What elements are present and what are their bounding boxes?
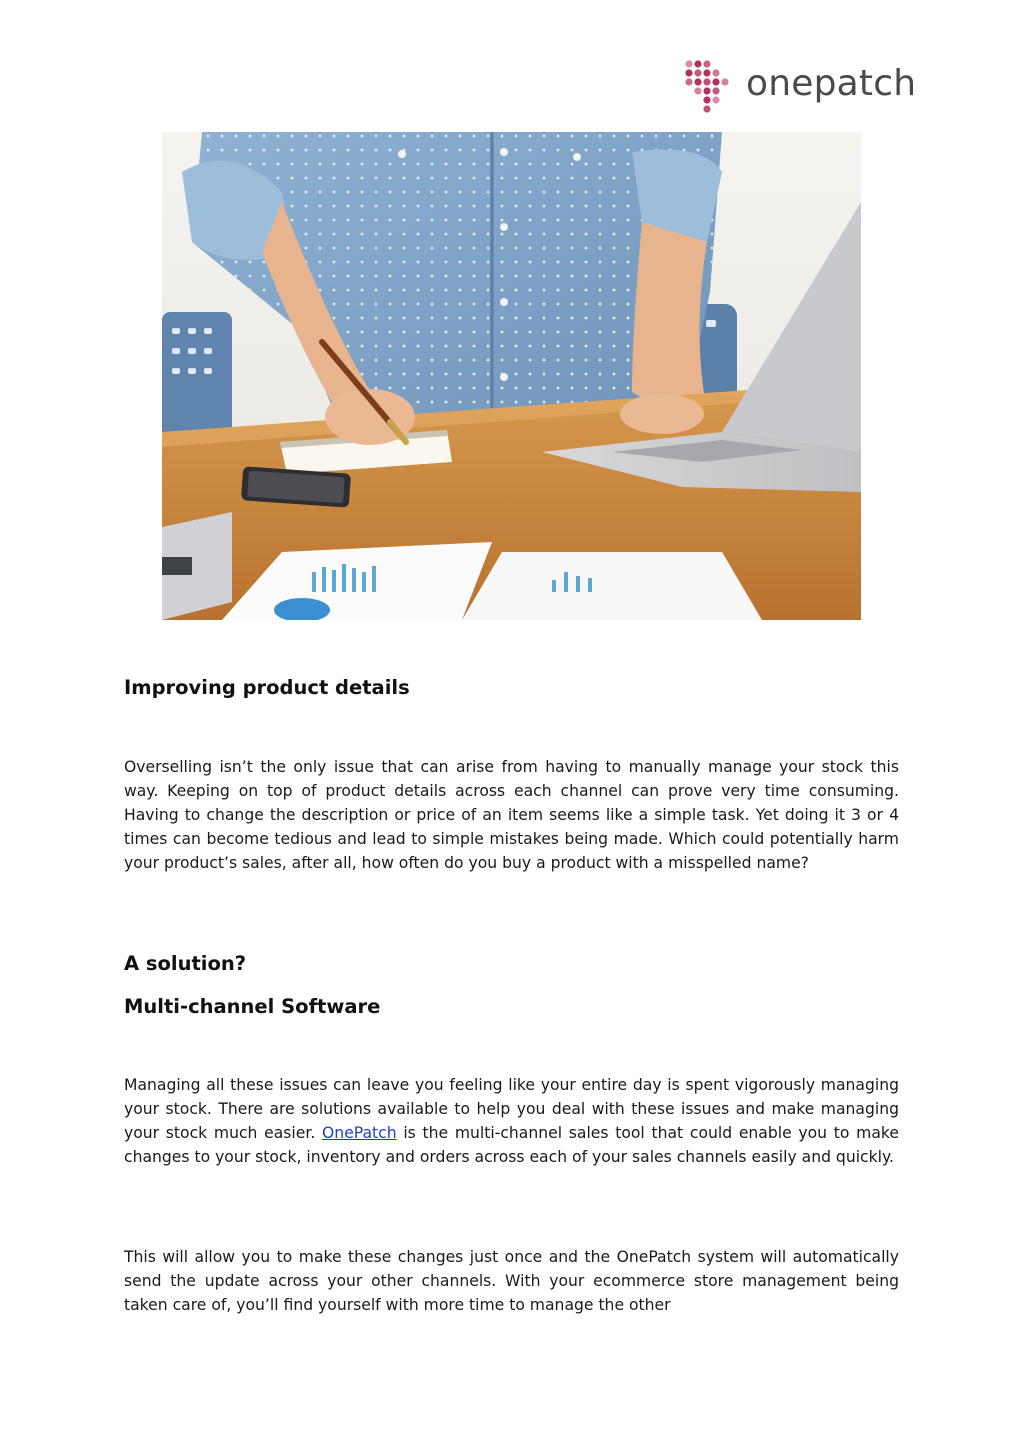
section-subheading-multichannel: Multi-channel Software: [124, 995, 381, 1018]
section-heading-improving: Improving product details: [124, 676, 410, 699]
onepatch-logo: [684, 58, 917, 116]
paragraph-solution: [124, 1073, 899, 1169]
section-heading-solution: A solution?: [124, 952, 247, 975]
onepatch-link[interactable]: OnePatch: [322, 1124, 397, 1142]
desk-photo-illustration: [162, 132, 861, 620]
logo-wordmark: onepatch: [746, 63, 917, 104]
paragraph-closing: This will allow you to make these changes just once and the OnePatch system will automatically send the update across your other channels. With your ecommerce store management being taken care of, you’ll find yourself with more time to manage the other: [124, 1248, 899, 1314]
paragraph-improving: Overselling isn’t the only issue that can arise from having to manually manage your stock this way. Keeping on top of product details across each channel can prove very time consuming. Having to change the description or price of an item seems like a simple task. Yet doing it 3 or 4 times can become tedious and lead to simple mistakes being made. Which could potentially harm your product’s sales, after all, how often do you buy a product with a misspelled name?: [124, 758, 899, 872]
hero-image: [162, 132, 861, 620]
dot-grid-logo-icon: [684, 58, 744, 116]
paragraph-solution-text-before: Managing all these issues can leave you feeling like your entire day is spent vigorously managing your stock. There are solutions available to help you deal with these issues and make managing your stock much easier.: [124, 1076, 899, 1142]
paragraph-solution-text-after: is the multi-channel sales tool that could enable you to make changes to your stock, inventory and orders across each of your sales channels easily and quickly.: [124, 1124, 899, 1166]
